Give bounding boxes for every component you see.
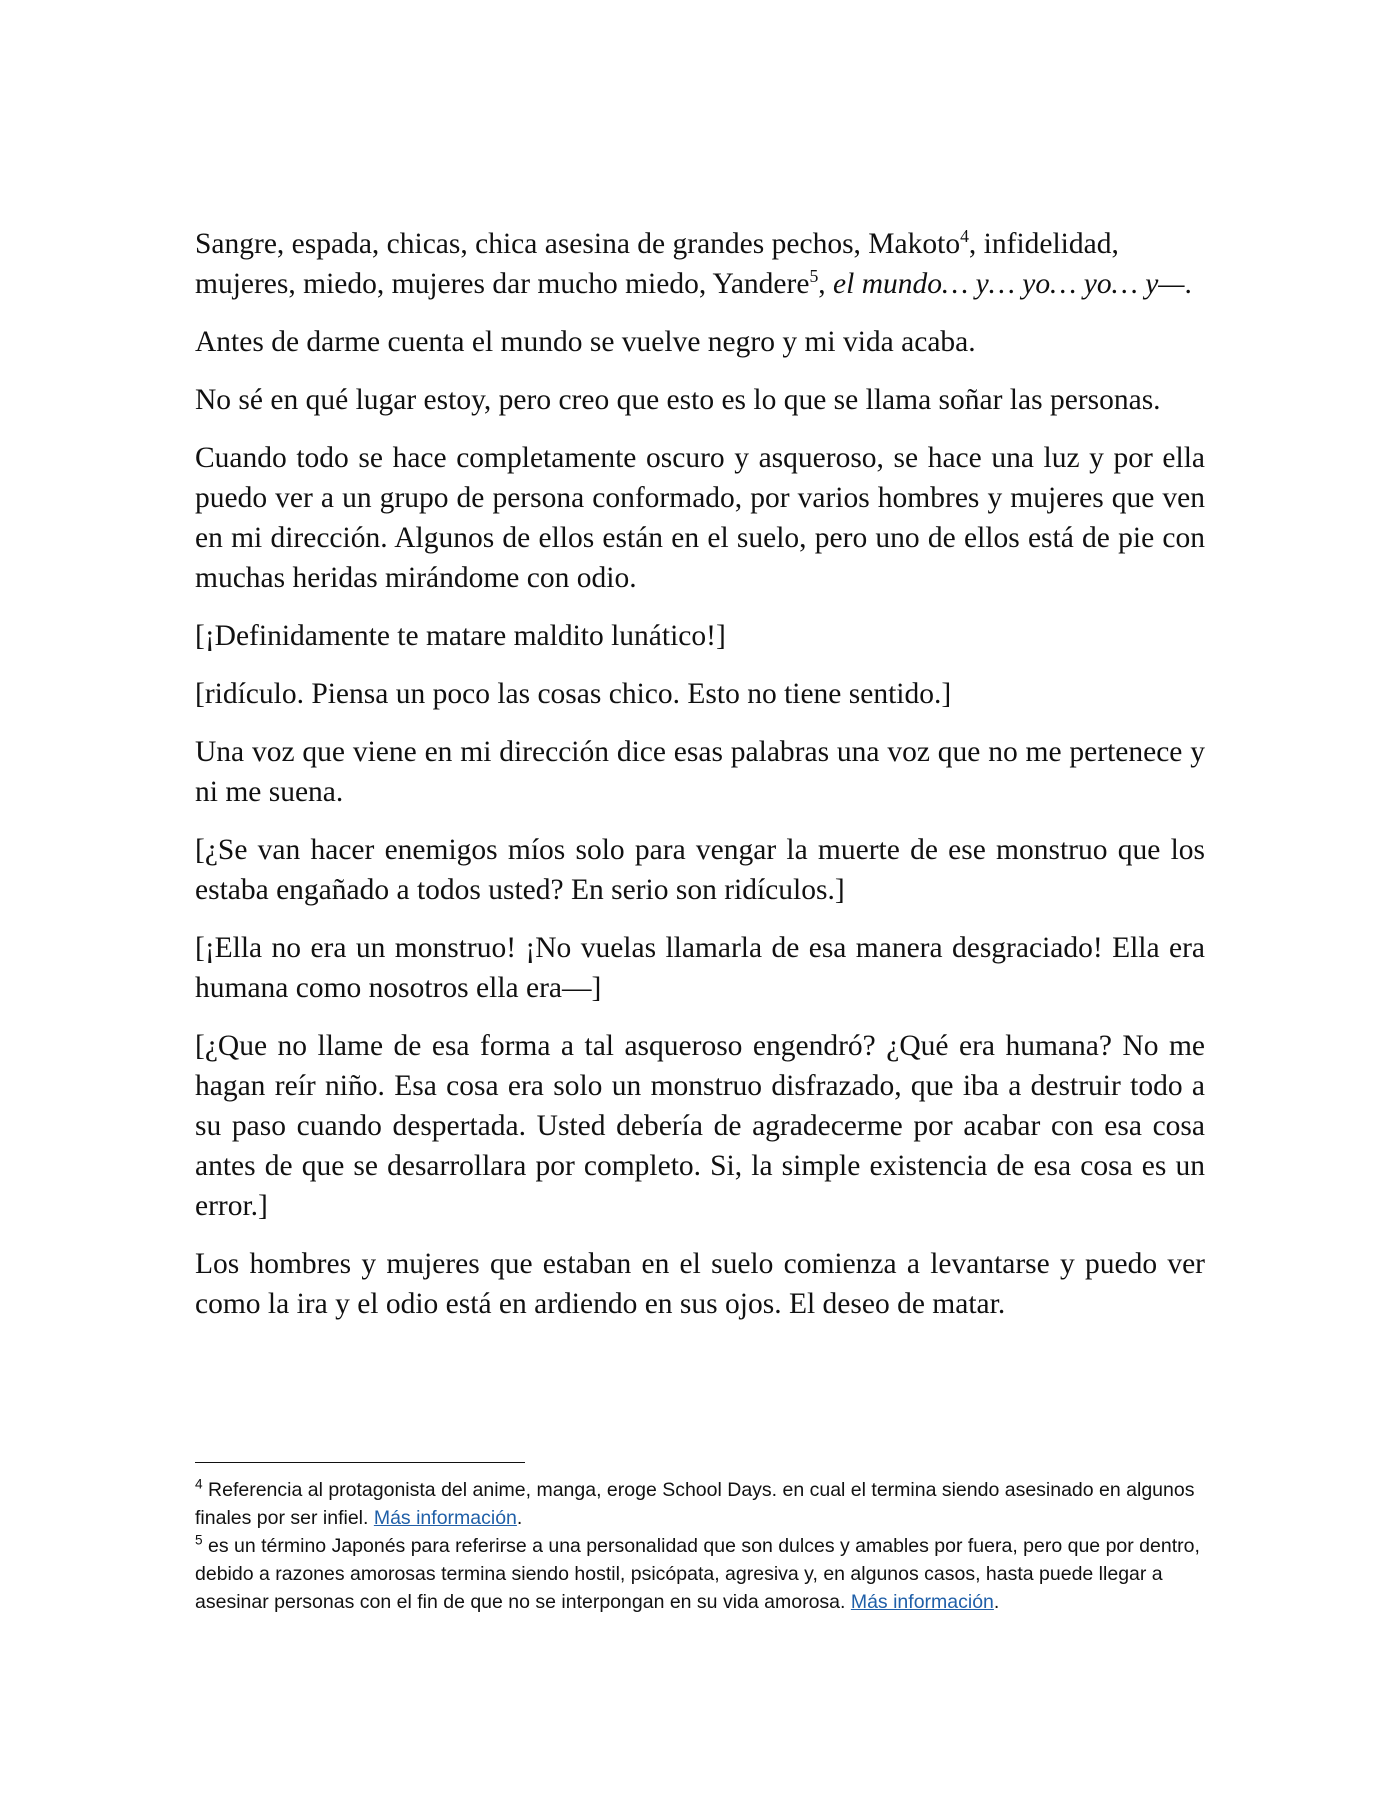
paragraph-3: No sé en qué lugar estoy, pero creo que esto es lo que se llama soñar las personas. <box>195 384 1161 416</box>
footnote-5-more-info-link[interactable]: Más información <box>850 1591 994 1613</box>
paragraph-9: [¡Ella no era un monstruo! ¡No vuelas llamarla de esa manera desgraciado! Ella era humana como nosotros ella era—] <box>195 932 1205 1004</box>
paragraph-7: Una voz que viene en mi dirección dice esas palabras una voz que no me pertenece y ni me suena. <box>195 736 1205 808</box>
footnote-5-text: es un término Japonés para referirse a una personalidad que son dulces y amables por fuera, pero que por dentro, debido a razones amorosas termina siendo hostil, psicópata, agresiva y, en algunos casos, hasta puede llegar a asesinar personas con el fin de que no se interpongan en su vida amorosa. <box>195 1535 1200 1613</box>
paragraph-1-italic-text: el mundo… y… yo… yo… y— <box>833 268 1185 300</box>
paragraph-11: Los hombres y mujeres que estaban en el suelo comienza a levantarse y puedo ver como la ira y el odio está en ardiendo en sus ojos. El deseo de matar. <box>195 1248 1205 1320</box>
paragraph-1-text-b: , infidelidad, mujeres, miedo, mujeres dar mucho miedo, Yandere <box>195 228 1119 300</box>
footnote-4 <box>195 1476 1205 1532</box>
body-text <box>195 224 1205 1342</box>
footnotes <box>195 1476 1205 1616</box>
paragraph-1-text-c: , <box>818 268 834 300</box>
footnote-5 <box>195 1532 1205 1616</box>
paragraph-4: Cuando todo se hace completamente oscuro y asqueroso, se hace una luz y por ella puedo ver a un grupo de persona conformado, por varios hombres y mujeres que ven en mi dirección. Algunos de ellos están en el suelo, pero uno de ellos está de pie con muchas heridas mirándome con odio. <box>195 442 1205 594</box>
paragraph-10: [¿Que no llame de esa forma a tal asqueroso engendró? ¿Qué era humana? No me hagan reír niño. Esa cosa era solo un monstruo disfrazado, que iba a destruir todo a su paso cuando despertada. Usted debería de agradecerme por acabar con esa cosa antes de que se desarrollara por completo. Si, la simple existencia de esa cosa es un error.] <box>195 1030 1205 1222</box>
paragraph-1 <box>195 224 1205 304</box>
footnote-ref-4[interactable]: 4 <box>960 226 969 247</box>
footnote-5-end: . <box>993 1591 1000 1613</box>
paragraph-1-text-a: Sangre, espada, chicas, chica asesina de grandes pechos, Makoto <box>195 228 961 260</box>
footnote-4-more-info-link[interactable]: Más información <box>373 1507 517 1529</box>
paragraph-8: [¿Se van hacer enemigos míos solo para vengar la muerte de ese monstruo que los estaba engañado a todos usted? En serio son ridículos.] <box>195 834 1205 906</box>
footnote-ref-5[interactable]: 5 <box>809 266 819 287</box>
paragraph-6: [ridículo. Piensa un poco las cosas chico. Esto no tiene sentido.] <box>195 678 952 710</box>
footnote-4-number: 4 <box>195 1476 203 1492</box>
paragraph-1-text-d: . <box>1184 268 1192 300</box>
paragraph-2: Antes de darme cuenta el mundo se vuelve negro y mi vida acaba. <box>195 326 976 358</box>
footnote-4-end: . <box>516 1507 523 1529</box>
footnote-separator <box>195 1462 525 1463</box>
paragraph-5: [¡Definidamente te matare maldito lunático!] <box>195 620 726 652</box>
footnote-5-number: 5 <box>195 1532 203 1548</box>
footnote-4-text: Referencia al protagonista del anime, manga, eroge School Days. en cual el termina siendo asesinado en algunos finales por ser infiel. <box>195 1479 1195 1529</box>
